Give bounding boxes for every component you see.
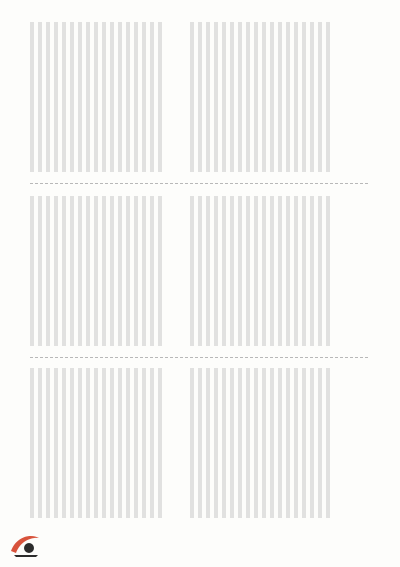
page-divider: [30, 357, 368, 358]
text-band-top: [30, 22, 368, 172]
text-column: [186, 368, 346, 518]
section-heading: [350, 368, 368, 518]
text-column-body: [30, 196, 162, 346]
text-column-body: [186, 22, 330, 172]
text-column: [30, 22, 178, 172]
text-column-body: [186, 196, 330, 346]
logo-dot-icon: [24, 543, 34, 553]
publisher-logo-icon: [8, 529, 42, 559]
section-heading: [350, 22, 368, 172]
text-band-bottom: [30, 368, 368, 518]
page-divider: [30, 183, 368, 184]
text-column: [186, 196, 346, 346]
text-column: [30, 368, 178, 518]
text-column: [186, 22, 346, 172]
text-band-middle: [30, 196, 368, 346]
text-column-body: [186, 368, 330, 518]
text-column: [30, 196, 178, 346]
section-heading: [350, 196, 368, 346]
logo-base-icon: [14, 555, 38, 557]
text-column-body: [30, 22, 162, 172]
text-column-body: [30, 368, 162, 518]
